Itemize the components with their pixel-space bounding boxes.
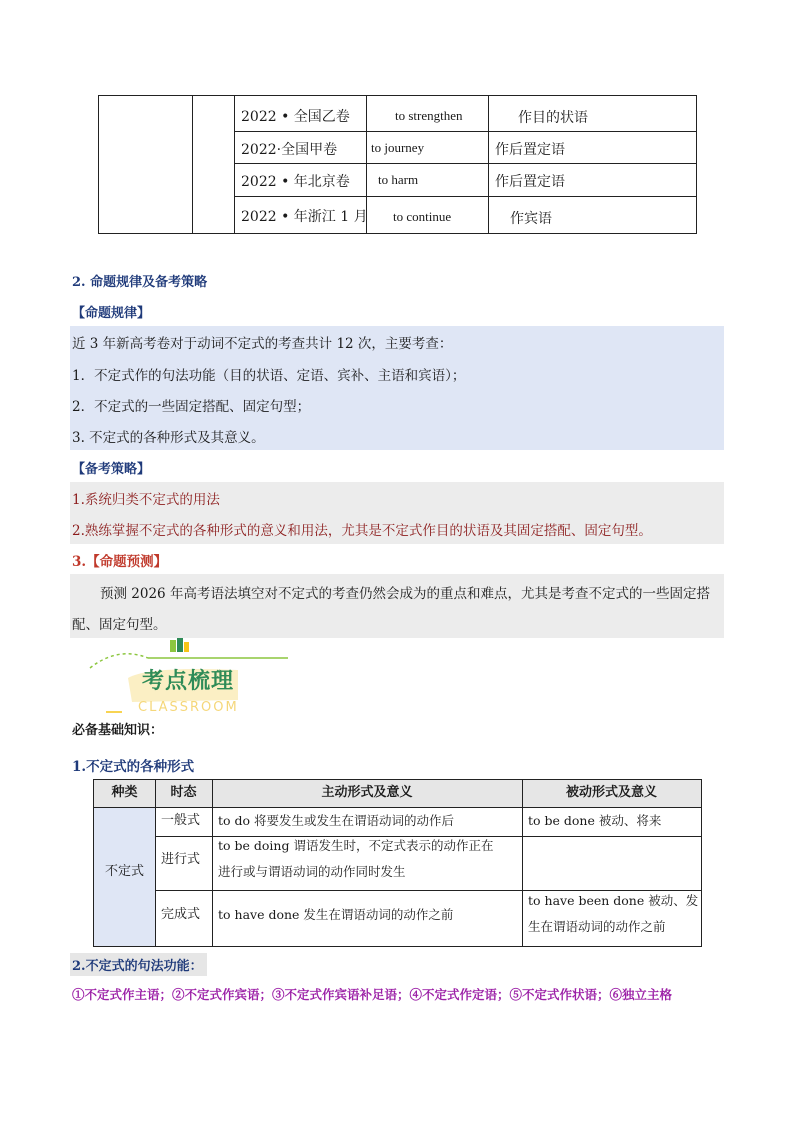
passive-meaning: 生在谓语动词的动作之前 — [528, 919, 666, 934]
classroom-logo — [88, 636, 288, 718]
table-row-function: 作后置定语 — [495, 142, 565, 158]
tense-label: 进行式 — [161, 852, 201, 867]
forms-table — [93, 779, 702, 947]
active-meaning: to do 将要发生或发生在谓语动词的动作后 — [218, 813, 455, 828]
table-row-function: 作宾语 — [510, 211, 552, 227]
table-row-year: 2022 • 年北京卷 — [241, 174, 350, 190]
rule-line: 1．不定式作的句法功能（目的状语、定语、宾补、主语和宾语）； — [72, 368, 466, 384]
table-row-answer: to strengthen — [395, 108, 463, 123]
header-passive: 被动形式及意义 — [565, 785, 657, 800]
functions-line: ①不定式作主语；②不定式作宾语；③不定式作宾语补足语；④不定式作定语；⑤不定式作状语；⑥独立主格 — [72, 987, 673, 1002]
exam-table — [98, 95, 697, 234]
strategy-heading: 【备考策略】 — [72, 462, 151, 477]
strategy-block — [70, 482, 724, 544]
passive-meaning: to be done 被动、将来 — [528, 813, 662, 828]
rule-heading: 【命题规律】 — [72, 306, 151, 321]
header-kind: 种类 — [111, 785, 138, 800]
prediction-line: 配、固定句型。 — [72, 617, 167, 633]
section-title: 2. 命题规律及备考策略 — [72, 275, 208, 290]
prediction-line: 预测 2026 年高考语法填空对不定式的考查仍然会成为的重点和难点，尤其是考查不定式的一些固定搭 — [100, 586, 710, 602]
table-row-year: 2022 • 年浙江 1 月 — [241, 209, 368, 225]
rule-block — [70, 326, 724, 450]
functions-title: 2.不定式的句法功能： — [70, 953, 207, 976]
basics-title: 必备基础知识： — [72, 723, 164, 738]
logo-subtitle: CLASSROOM — [138, 700, 239, 715]
table-row-year: 2022 • 全国乙卷 — [241, 109, 350, 125]
active-meaning: to have done 发生在谓语动词的动作之前 — [218, 907, 454, 922]
table-row-answer: to harm — [378, 172, 419, 187]
rule-line: 3. 不定式的各种形式及其意义。 — [72, 430, 265, 446]
kind-label: 不定式 — [104, 864, 144, 879]
table-row-year: 2022·全国甲卷 — [241, 142, 338, 158]
table-row-answer: to continue — [393, 209, 452, 224]
strategy-line: 2.熟练掌握不定式的各种形式的意义和用法，尤其是不定式作目的状语及其固定搭配、固定句型。 — [72, 523, 652, 539]
active-meaning: to be doing 谓语发生时，不定式表示的动作正在 — [218, 838, 494, 853]
tense-label: 完成式 — [161, 907, 201, 922]
rule-line: 近 3 年新高考卷对于动词不定式的考查共计 12 次，主要考查： — [72, 336, 453, 352]
rule-line: 2．不定式的一些固定搭配、固定句型； — [72, 399, 311, 415]
logo-title: 考点梳理 — [142, 669, 235, 694]
table-row-function: 作后置定语 — [495, 174, 565, 190]
tense-label: 一般式 — [161, 813, 201, 828]
passive-meaning: to have been done 被动、发 — [528, 893, 699, 908]
prediction-block — [70, 574, 724, 638]
header-tense: 时态 — [170, 785, 197, 800]
strategy-line: 1.系统归类不定式的用法 — [72, 492, 220, 508]
forms-title: 1.不定式的各种形式 — [72, 759, 195, 775]
header-active: 主动形式及意义 — [321, 785, 413, 800]
prediction-title: 3.【命题预测】 — [72, 554, 168, 570]
active-meaning: 进行或与谓语动词的动作同时发生 — [218, 864, 406, 879]
table-row-answer: to journey — [371, 140, 425, 155]
table-row-function: 作目的状语 — [518, 110, 588, 126]
